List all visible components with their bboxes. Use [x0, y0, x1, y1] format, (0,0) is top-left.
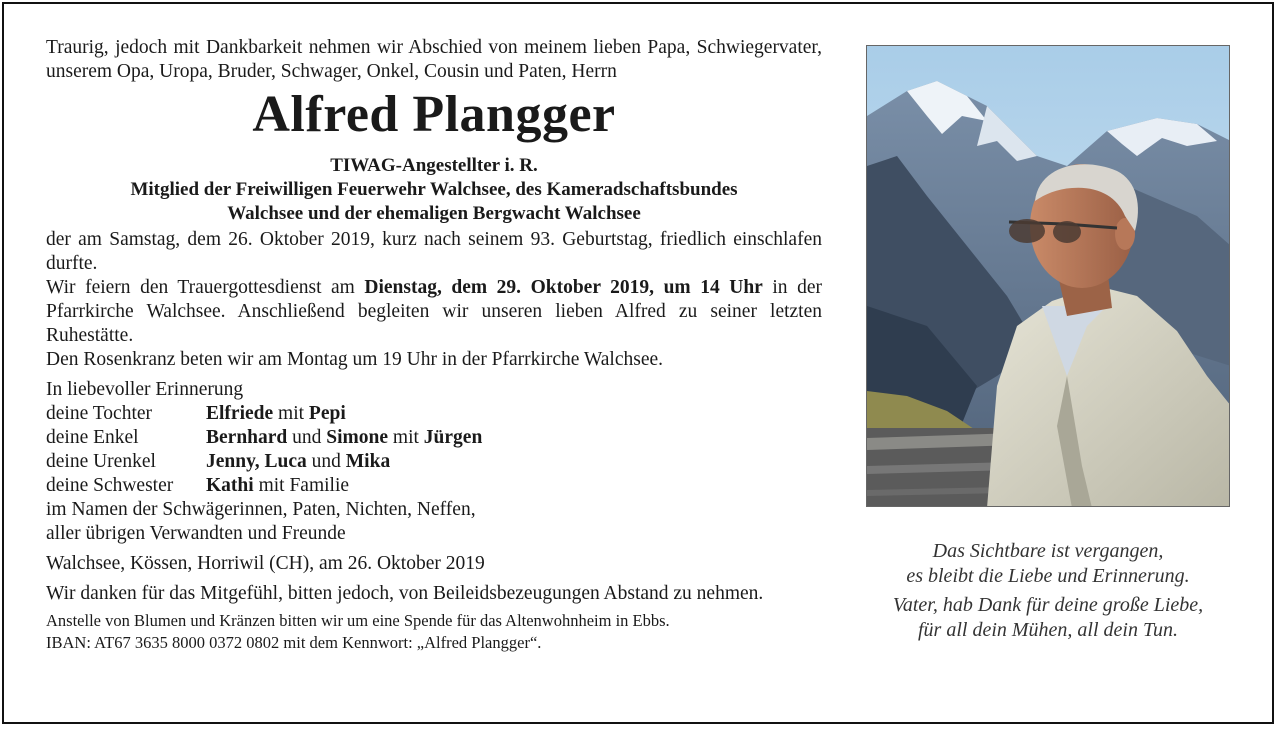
- thanks-text: Wir danken für das Mitgefühl, bitten jedoch, von Beileidsbezeugungen Abstand zu nehmen.: [46, 583, 764, 604]
- names-line-2: aller übrigen Verwandten und Freunde: [46, 523, 346, 544]
- relation-label: deine Schwester: [46, 475, 174, 496]
- names-line-1: im Namen der Schwägerinnen, Paten, Nichten, Neffen,: [46, 499, 476, 520]
- quote-2-line-2: für all dein Mühen, all dein Tun.: [918, 619, 1178, 641]
- portrait-photo: [866, 45, 1230, 507]
- family-list: [46, 402, 822, 498]
- death-text: der am Samstag, dem 26. Oktober 2019, kurz nach seinem 93. Geburtstag, friedlich einschlafen durfte.: [46, 229, 822, 274]
- family-names: Jenny, Luca und Mika: [206, 451, 391, 472]
- memorial-quote-2: [860, 593, 1236, 643]
- donation-text: [46, 610, 822, 654]
- memory-heading: In liebevoller Erinnerung: [46, 379, 244, 400]
- relation-label: deine Enkel: [46, 427, 139, 448]
- rosary-text: Den Rosenkranz beten wir am Montag um 19 Uhr in der Pfarrkirche Walchsee.: [46, 349, 664, 370]
- donation-line-2: IBAN: AT67 3635 8000 0372 0802 mit dem Kennwort: „Alfred Plangger“.: [46, 633, 542, 652]
- relation-label: deine Urenkel: [46, 451, 156, 472]
- memorial-quote-1: [860, 539, 1236, 589]
- service-text: [46, 276, 822, 348]
- intro-text: Traurig, jedoch mit Dankbarkeit nehmen wir Abschied von meinem lieben Papa, Schwiegervater, unserem Opa, Uropa, Bruder, Schwager, Onkel, Cousin und Paten, Herrn: [46, 37, 822, 82]
- family-names: Elfriede mit Pepi: [206, 403, 346, 424]
- title-line-3: Walchsee und der ehemaligen Bergwacht Walchsee: [227, 203, 641, 224]
- notice-text-column: [46, 36, 822, 654]
- service-text-part-1: Wir feiern den Trauergottesdienst am: [46, 277, 365, 298]
- family-row-great-grandchildren: [46, 450, 822, 474]
- relation-label: deine Tochter: [46, 403, 153, 424]
- service-text-part-2: in der Pfarrkirche Walchsee. Anschließend begleiten wir unseren lieben Alfred zu seiner letzten Ruhestätte.: [46, 277, 822, 346]
- title-line-2: Mitglied der Freiwilligen Feuerwehr Walchsee, des Kameradschaftsbundes: [130, 179, 738, 200]
- family-row-daughter: [46, 402, 822, 426]
- family-names: Bernhard und Simone mit Jürgen: [206, 427, 483, 448]
- quote-1-line-2: es bleibt die Liebe und Erinnerung.: [906, 565, 1190, 587]
- place-date: Walchsee, Kössen, Horriwil (CH), am 26. Oktober 2019: [46, 553, 485, 574]
- service-date: Dienstag, dem 29. Oktober 2019, um 14 Uhr: [364, 277, 763, 298]
- title-line-1: TIWAG-Angestellter i. R.: [330, 155, 538, 176]
- family-row-grandchildren: [46, 426, 822, 450]
- donation-line-1: Anstelle von Blumen und Kränzen bitten wir um eine Spende für das Altenwohnheim in Ebbs.: [46, 611, 670, 630]
- deceased-name: Alfred Plangger: [252, 86, 616, 143]
- family-row-sister: [46, 474, 822, 498]
- quote-1-line-1: Das Sichtbare ist vergangen,: [932, 540, 1164, 562]
- family-names: Kathi mit Familie: [206, 475, 350, 496]
- quote-2-line-1: Vater, hab Dank für deine große Liebe,: [892, 594, 1204, 616]
